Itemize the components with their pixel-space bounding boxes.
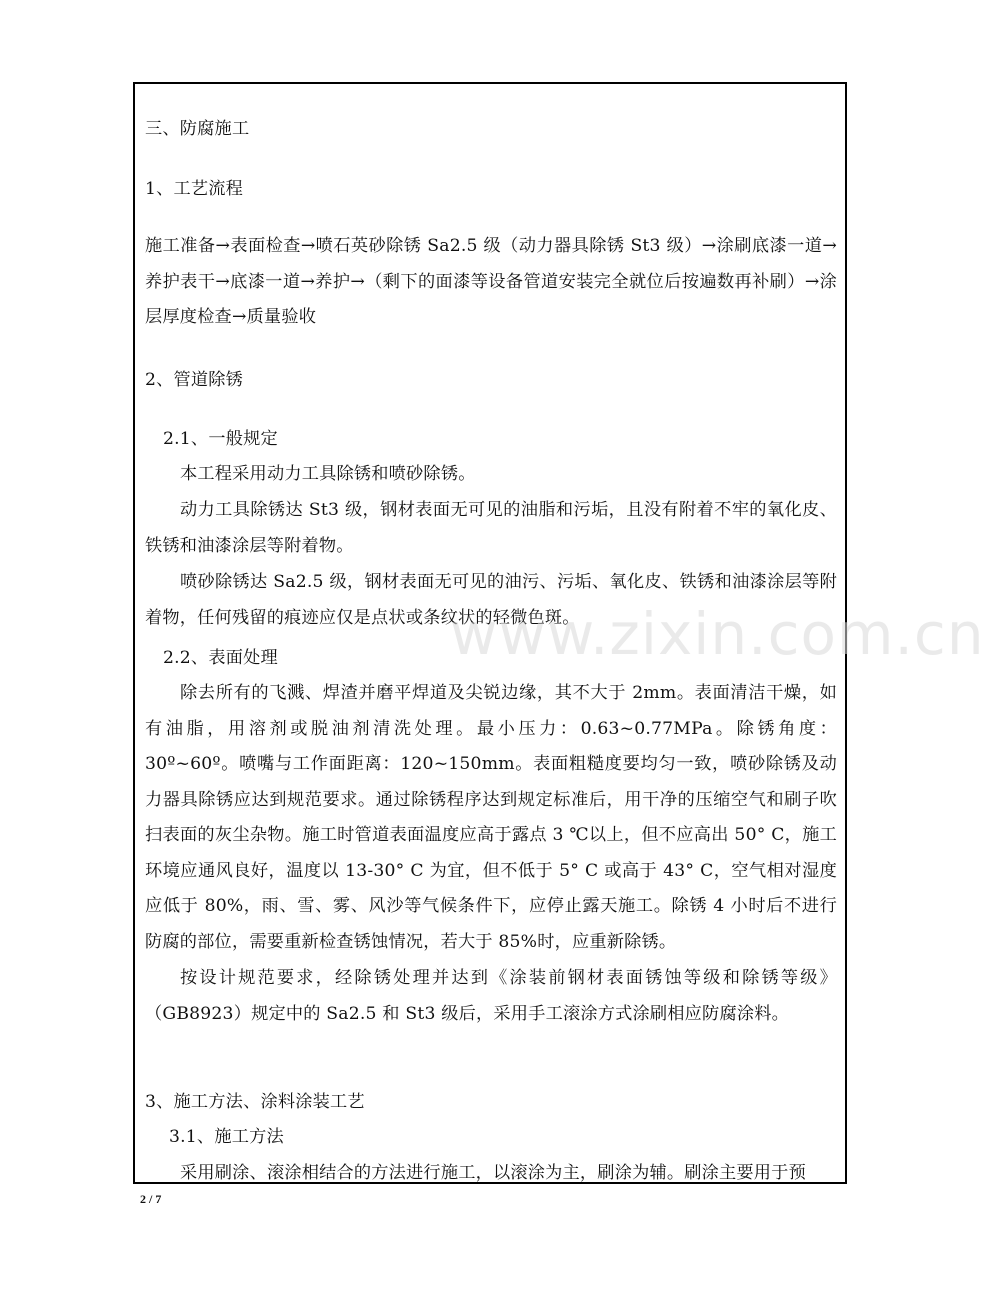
paragraph-2-1-a: 本工程采用动力工具除锈和喷砂除锈。 xyxy=(180,464,476,484)
subsection-heading-2-2: 2.2、表面处理 xyxy=(163,648,278,668)
paragraph-3-1: 采用刷涂、滚涂相结合的方法进行施工，以滚涂为主，刷涂为辅。刷涂主要用于预 xyxy=(180,1163,806,1183)
paragraph-2-2-b: 按设计规范要求，经除锈处理并达到《涂装前钢材表面锈蚀等级和除锈等级》（GB8923）规定中的 Sa2.5 和 St3 级后，采用手工滚涂方式涂刷相应防腐涂料。 xyxy=(145,968,837,1024)
section-heading-3: 三、防腐施工 xyxy=(145,119,250,139)
paragraph-2-1-b: 动力工具除锈达 St3 级，钢材表面无可见的油脂和污垢，且没有附着不牢的氧化皮、铁锈和油漆涂层等附着物。 xyxy=(145,500,837,556)
paragraph-2-1-c: 喷砂除锈达 Sa2.5 级，钢材表面无可见的油污、污垢、氧化皮、铁锈和油漆涂层等附着物，任何残留的痕迹应仅是点状或条纹状的轻微色斑。 xyxy=(145,572,837,628)
subsection-heading-2-1: 2.1、一般规定 xyxy=(163,429,278,449)
paragraph-2-2-a: 除去所有的飞溅、焊渣并磨平焊道及尖锐边缘，其不大于 2mm。表面清洁干燥，如有油脂，用溶剂或脱油剂清洗处理。最小压力：0.63~0.77MPa。除锈角度：30º~60º。喷嘴与工作面距离：120~150mm。表面粗糙度要均匀一致，喷砂除锈及动力器具除锈应达到规范要求。通过除锈程序达到规定标准后，用干净的压缩空气和刷子吹扫表面的灰尘杂物。施工时管道表面温度应高于露点 3 ℃以上，但不应高出 50° C，施工环境应通风良好，温度以 13-30° C 为宜，但不低于 5° C 或高于 43° C，空气相对湿度应低于 80%，雨、雪、雾、风沙等气候条件下，应停止露天施工。除锈 4 小时后不进行防腐的部位，需要重新检查锈蚀情况，若大于 85%时，应重新除锈。 xyxy=(145,683,837,952)
subsection-heading-1: 1、工艺流程 xyxy=(145,179,244,199)
watermark-text: www.zixin.com.cn xyxy=(450,600,985,668)
page-number: 2 / 7 xyxy=(140,1192,162,1206)
subsection-heading-3: 3、施工方法、涂料涂装工艺 xyxy=(145,1092,365,1112)
process-flow-paragraph: 施工准备→表面检查→喷石英砂除锈 Sa2.5 级（动力器具除锈 St3 级）→涂刷底漆一道→养护表干→底漆一道→养护→（剩下的面漆等设备管道安装完全就位后按遍数再补刷）→涂层厚度检查→质量验收 xyxy=(145,236,837,327)
subsection-heading-3-1: 3.1、施工方法 xyxy=(169,1127,284,1147)
subsection-heading-2: 2、管道除锈 xyxy=(145,370,244,390)
